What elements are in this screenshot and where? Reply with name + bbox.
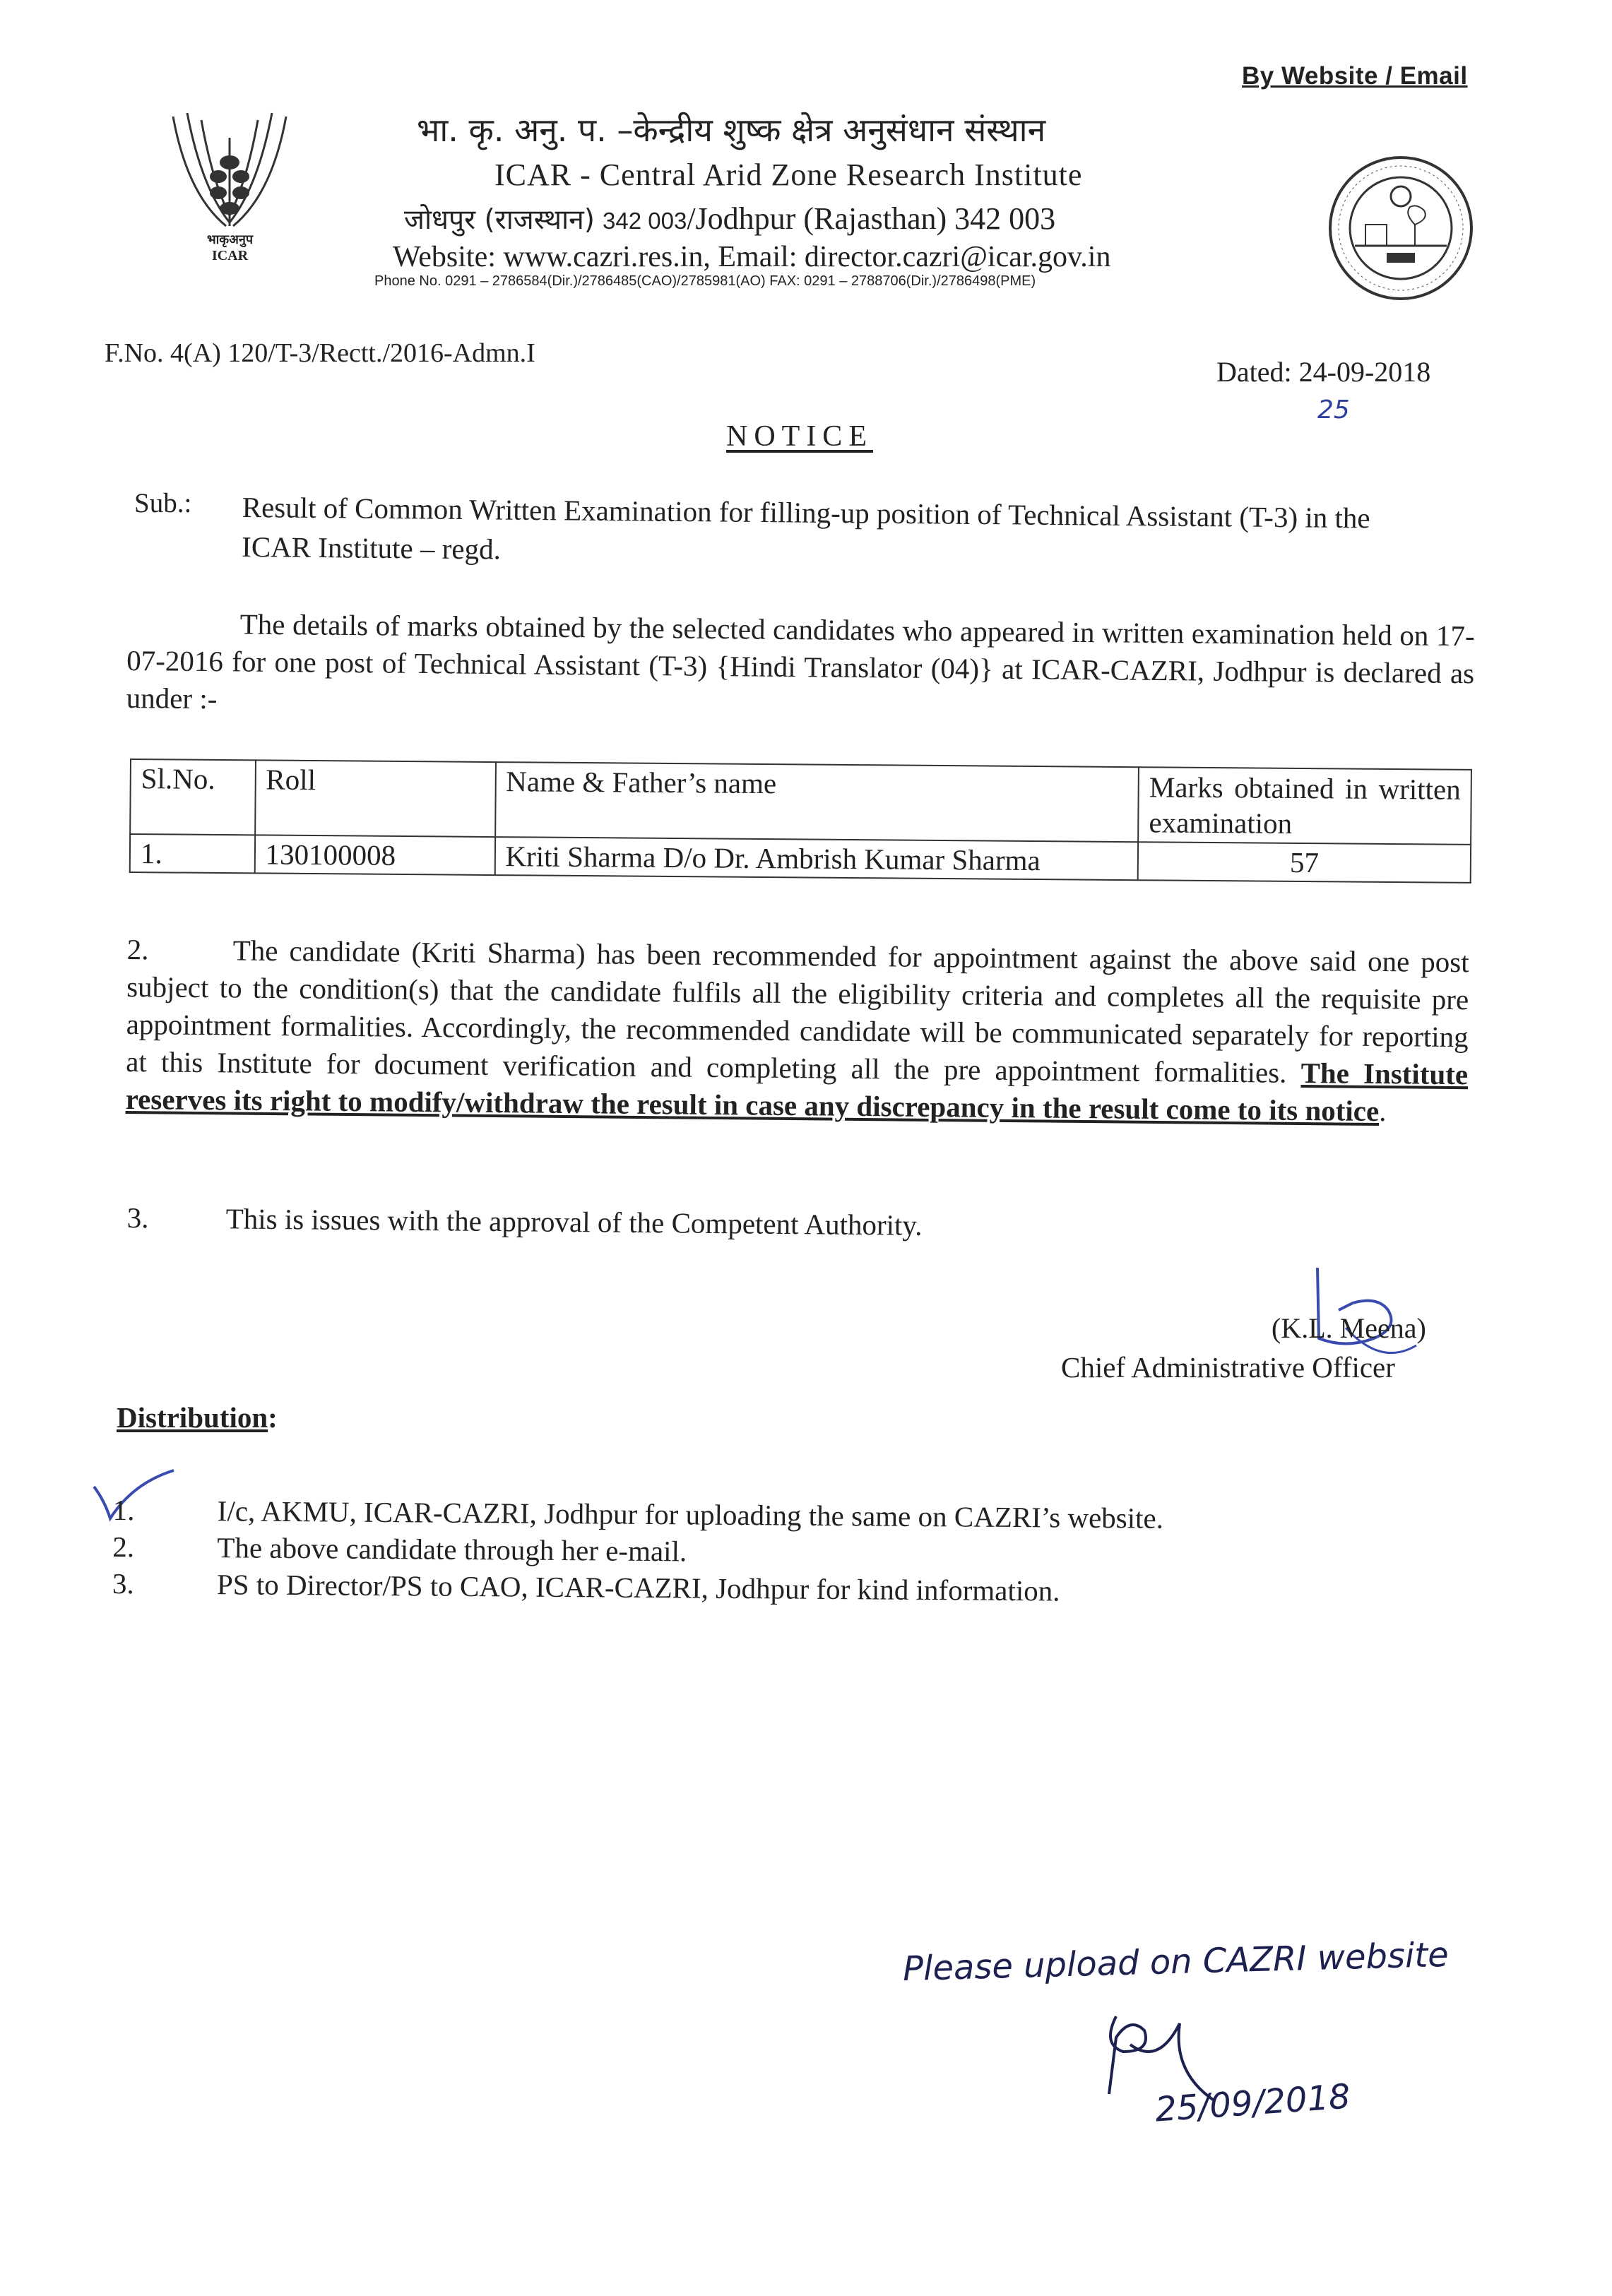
distribution-mode-label: By Website / Email [1242,62,1468,90]
signatory-designation: Chief Administrative Officer [1061,1351,1395,1384]
address-english: Jodhpur (Rajasthan) 342 003 [695,201,1056,236]
paragraph-number: 2. [126,932,149,966]
paragraph-recommendation [125,931,1469,1131]
distribution-title [117,1400,278,1434]
distribution-list [112,1492,1163,1610]
handwritten-date: 25/09/2018 [1154,2076,1352,2130]
logo-caption-english: ICAR [211,248,249,263]
notice-title: NOTICE [726,420,873,453]
logo-caption [161,232,299,264]
paragraph-approval [127,1201,923,1242]
address-separator: / [687,201,696,236]
list-item [112,1565,1163,1610]
handwritten-upload-note: Please upload on CAZRI website [902,1934,1450,1989]
list-item-number: 2. [112,1530,135,1564]
distribution-title-text: Distribution [117,1401,268,1434]
table-header-row [130,759,1471,845]
list-item-text: PS to Director/PS to CAO, ICAR-CAZRI, Jodhpur for kind information. [216,1568,1060,1607]
subject-text: Result of Common Written Examination for filling-up position of Technical Assistant (T-3) in the ICAR Institute – regd. [241,490,1370,566]
address-hindi: जोधपुर (राजस्थान) [404,204,595,236]
list-item-text: I/c, AKMU, ICAR-CAZRI, Jodhpur for uploading the same on CAZRI’s website. [217,1494,1164,1535]
subject-label: Sub.: [134,488,192,518]
header-marks: Marks obtained in written examination [1138,767,1471,845]
cell-roll: 130100008 [254,835,494,875]
org-address [404,200,1055,237]
file-number: F.No. 4(A) 120/T-3/Rectt./2016-Admn.I [105,338,535,368]
logo-caption-hindi: भाकृअनुप [206,232,254,247]
results-table [129,759,1472,884]
header-roll: Roll [255,760,496,837]
cazri-seal-icon [1327,154,1475,302]
header-slno: Sl.No. [130,759,255,835]
cell-slno: 1. [130,834,255,873]
cell-marks: 57 [1138,842,1471,883]
website-email-line: Website: www.cazri.res.in, Email: director.cazri@icar.gov.in [393,241,1111,273]
address-hindi-pin: 342 003 [603,208,687,234]
paragraph-recommendation-text: The candidate (Kriti Sharma) has been recommended for appointment against the above said one post subject to the condition(s) that the candidate fulfils all the eligibility criteria and completes all the requisite pre appointment formalities. Accordingly, the recommended candidate will be communicated separately for reporting at this Institute for document verification and completing all the pre appointment formalities. [126,934,1469,1089]
list-item-number: 1. [112,1494,135,1527]
paragraph-approval-text: This is issues with the approval of the Competent Authority. [225,1202,923,1242]
list-item-text: The above candidate through her e-mail. [217,1531,687,1568]
phone-fax-line: Phone No. 0291 – 2786584(Dir.)/2786485(CAO)/2785981(AO) FAX: 0291 – 2788706(Dir.)/2786498(PME) [374,273,1036,289]
header-name: Name & Father’s name [495,762,1139,842]
dated: Dated: 24-09-2018 [1216,356,1431,388]
cell-name: Kriti Sharma D/o Dr. Ambrish Kumar Sharma [494,837,1138,880]
dated-handwritten-correction: 25 [1317,395,1350,424]
signatory-name: (K.L. Meena) [1272,1312,1426,1344]
org-name-english: ICAR - Central Arid Zone Research Institute [494,157,1083,192]
distribution-title-colon: : [268,1401,278,1434]
paragraph-details: The details of marks obtained by the selected candidates who appeared in written examination held on 17-07-2016 for one post of Technical Assistant (T-3) {Hindi Translator (04)} at ICAR-CAZRI, Jodhpur is declared as under :- [126,607,1475,715]
list-item-number: 3. [112,1566,134,1600]
org-name-hindi: भा. कृ. अनु. प. –केन्द्रीय शुष्क क्षेत्र अनुसंधान संस्थान [417,111,1046,149]
paragraph-reservation-clause: The Institute reserves its right to modify/withdraw the result in case any discrepancy in the result come to its notice [125,1056,1469,1128]
paragraph-end: . [1378,1095,1387,1128]
paragraph-number: 3. [126,1201,149,1235]
